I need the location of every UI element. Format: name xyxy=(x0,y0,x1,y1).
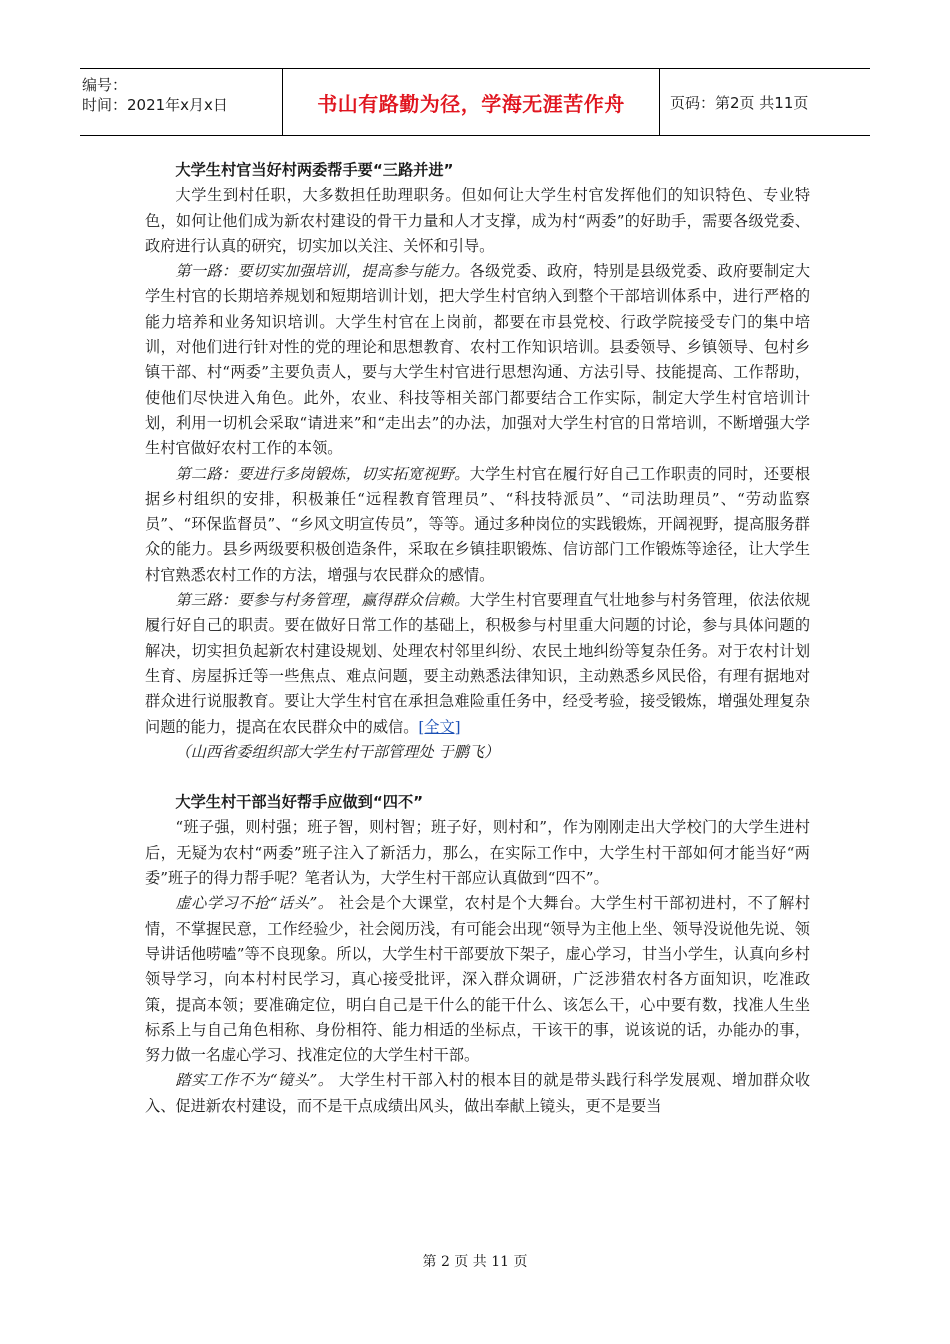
article1-paragraph-3 xyxy=(145,588,810,740)
article1-p3-body: 大学生村官要理直气壮地参与村务管理，依法依规履行好自己的职责。要在做好日常工作的基础上，积极参与村里重大问题的讨论，参与具体问题的解决，切实担负起新农村建设规划、处理农村邻里纠纷、农民土地纠纷等复杂任务。对于农村计划生育、房屋拆迁等一些焦点、难点问题，要主动熟悉法律知识，主动熟悉乡风民俗，有理有据地对群众进行说服教育。要让大学生村官在承担急难险重任务中，经受考验，接受锻炼，增强处理复杂问题的能力，提高在农民群众中的威信。 xyxy=(145,591,811,736)
article1-p1-body: 各级党委、政府，特别是县级党委、政府要制定大学生村官的长期培养规划和短期培训计划，把大学生村官纳入到整个干部培训体系中，进行严格的能力培养和业务知识培训。大学生村官在上岗前，都要在市县党校、行政学院接受专门的集中培训，对他们进行针对性的党的理论和思想教育、农村工作知识培训。县委领导、乡镇领导、包村乡镇干部、村“两委”主要负责人，要与大学生村官进行思想沟通、方法引导、技能提高、工作帮助，使他们尽快进入角色。此外，农业、科技等相关部门都要结合工作实际，制定大学生村官培训计划，利用一切机会采取“请进来”和“走出去”的办法，加强对大学生村官的日常培训，不断增强大学生村官做好农村工作的本领。 xyxy=(145,262,811,458)
article1-p2-lead: 第二路：要进行多岗锻炼，切实拓宽视野。 xyxy=(175,464,470,483)
document-body xyxy=(145,158,810,1119)
article2-p2-lead: 踏实工作不为“镜头”。 xyxy=(175,1071,334,1090)
header-meta xyxy=(80,69,283,135)
article1-paragraph-1 xyxy=(145,259,810,461)
article2-paragraph-1 xyxy=(145,891,810,1068)
article2-paragraph-2 xyxy=(145,1068,810,1119)
section-gap xyxy=(145,765,810,790)
article2-p1-lead: 虚心学习不抢“话头”。 xyxy=(175,894,334,913)
page-footer: 第 2 页 共 11 页 xyxy=(422,1254,528,1270)
doc-number-label: 编号： xyxy=(82,76,128,94)
article1-author: （山西省委组织部大学生村干部管理处 于鹏飞） xyxy=(175,742,500,761)
article1-p3-lead: 第三路：要参与村务管理，赢得群众信赖。 xyxy=(175,591,470,610)
date-label: 时间：2021年x月x日 xyxy=(82,96,228,114)
article2-intro: “班子强，则村强；班子智，则村智；班子好，则村和”，作为刚刚走出大学校门的大学生进村后，无疑为农村“两委”班子注入了新活力，那么，在实际工作中，大学生村干部如何才能当好“两委”班子的得力帮手呢？笔者认为，大学生村干部应认真做到“四不”。 xyxy=(145,818,810,888)
header-motto: 书山有路勤为径，学海无涯苦作舟 xyxy=(283,69,660,135)
article1-title: 大学生村官当好村两委帮手要“三路并进” xyxy=(175,161,454,179)
page-header xyxy=(80,68,870,136)
article1-p2-body: 大学生村官在履行好自己工作职责的同时，还要根据乡村组织的安排，积极兼任“远程教育管理员”、“科技特派员”、“司法助理员”、“劳动监察员”、“环保监督员”、“乡风文明宣传员”，等等。通过多种岗位的实践锻炼，开阔视野，提高服务群众的能力。县乡两级要积极创造条件，采取在乡镇挂职锻炼、信访部门工作锻炼等途径，让大学生村官熟悉农村工作的方法，增强与农民群众的感情。 xyxy=(145,464,811,584)
article1-paragraph-2 xyxy=(145,462,810,588)
article2-title: 大学生村干部当好帮手应做到“四不” xyxy=(175,793,424,812)
article1-p1-lead: 第一路：要切实加强培训，提高参与能力。 xyxy=(175,262,470,281)
article1-intro: 大学生到村任职，大多数担任助理职务。但如何让大学生村官发挥他们的知识特色、专业特色，如何让他们成为新农村建设的骨干力量和人才支撑，成为村“两委”的好助手，需要各级党委、政府进行认真的研究，切实加以关注、关怀和引导。 xyxy=(145,186,810,255)
header-page-label: 页码：第2页 共11页 xyxy=(670,93,809,112)
full-text-link[interactable]: [全文] xyxy=(418,717,461,736)
article2-p1-body: 社会是个大课堂，农村是个大舞台。大学生村干部初进村，不了解村情，不掌握民意，工作经验少，社会阅历浅，有可能会出现“领导为主他上坐、领导没说他先说、领导讲话他唠嗑”等不良现象。所以，大学生村干部要放下架子，虚心学习，甘当小学生，认真向乡村领导学习，向本村村民学习，真心接受批评，深入群众调研，广泛涉猎农村各方面知识，吃准政策，提高本领；要准确定位，明白自己是干什么的能干什么、该怎么干，心中要有数，找准人生坐标系上与自己角色相称、身份相符、能力相适的坐标点，干该干的事，说该说的话，办能办的事，努力做一名虚心学习、找准定位的大学生村干部。 xyxy=(145,894,811,1065)
article2-p2-body: 大学生村干部入村的根本目的就是带头践行科学发展观、增加群众收入、促进新农村建设，而不是干点成绩出风头，做出奉献上镜头，更不是要当 xyxy=(145,1071,811,1115)
